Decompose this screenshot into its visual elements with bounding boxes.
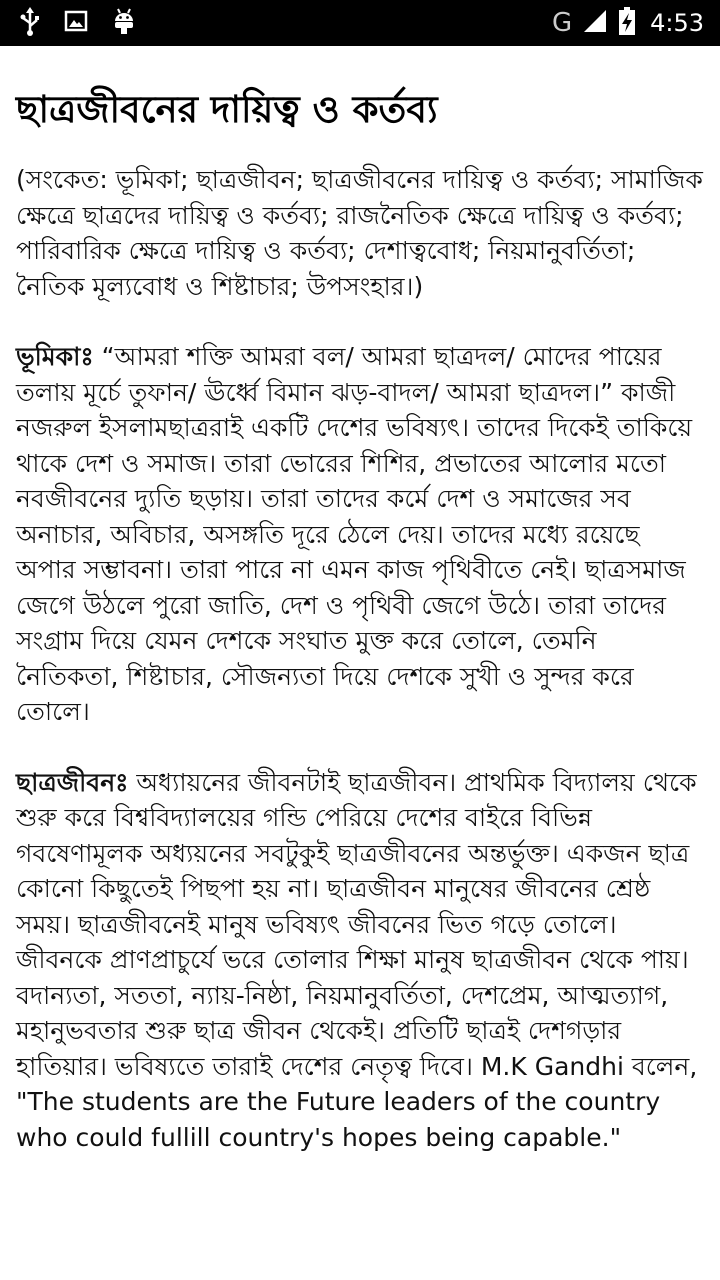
page-title: ছাত্রজীবনের দায়িত্ব ও কর্তব্য (16, 88, 438, 131)
intro-heading: ভূমিকাঃ (16, 342, 94, 371)
intro-paragraph (16, 339, 704, 730)
image-icon (64, 9, 88, 37)
usb-icon (20, 6, 40, 40)
student-life-paragraph (16, 765, 704, 1156)
battery-charging-icon (618, 6, 636, 40)
intro-text: “আমরা শক্তি আমরা বল/ আমরা ছাত্রদল/ মোদের পায়ের তলায় মূর্চে তুফান/ ঊর্ধ্বে বিমান ঝড়-বাদল/ আমরা ছাত্রদল।” কাজী নজরুল ইসলামছাত্ররাই একটি দেশের ভবিষ্যৎ। তাদের দিকেই তাকিয়ে থাকে দেশ ও সমাজ। তারা ভোরের শিশির, প্রভাতের আলোর মতো নবজীবনের দ্যুতি ছড়ায়। তারা তাদের কর্মে দেশ ও সমাজের সব অনাচার, অবিচার, অসঙ্গতি দূরে ঠেলে দেয়। তাদের মধ্যে রয়েছে অপার সম্ভাবনা। তারা পারে না এমন কাজ পৃথিবীতে নেই। ছাত্রসমাজ জেগে উঠলে পুরো জাতি, দেশ ও পৃথিবী জেগে উঠে। তারা তাদের সংগ্রাম দিয়ে যেমন দেশকে সংঘাত মুক্ত করে তোলে, তেমনি নৈতিকতা, শিষ্টাচার, সৌজন্যতা দিয়ে দেশকে সুখী ও সুন্দর করে তোলে। (16, 342, 693, 726)
signal-icon (582, 8, 608, 38)
android-icon (112, 7, 136, 39)
student-life-text: অধ্যায়নের জীবনটাই ছাত্রজীবন। প্রাথমিক বিদ্যালয় থেকে শুরু করে বিশ্ববিদ্যালয়ের গন্ডি পেরিয়ে দেশের বাইরে বিভিন্ন গবষেণামূলক অধ্যয়নের সবটুকুই ছাত্রজীবনের অন্তর্ভুক্ত। একজন ছাত্র কোনো কিছুতেই পিছপা হয় না। ছাত্রজীবন মানুষের জীবনের শ্রেষ্ঠ সময়। ছাত্রজীবনেই মানুষ ভবিষ্যৎ জীবনের ভিত গড়ে তোলে। জীবনকে প্রাণপ্রাচুর্যে ভরে তোলার শিক্ষা মানুষ ছাত্রজীবন থেকে পায়। বদান্যতা, সততা, ন্যায়-নিষ্ঠা, নিয়মানুবর্তিতা, দেশপ্রেম, আত্মত্যাগ, মহানুভবতার শুরু ছাত্র জীবন থেকেই। প্রতিটি ছাত্রই দেশগড়ার হাতিয়ার। ভবিষ্যতে তারাই দেশের নেতৃত্ব দিবে। M.K Gandhi বলেন, "The students are the Future leaders of the country who could fullill country's hopes being capable." (16, 767, 698, 1152)
network-type-label: G (551, 8, 573, 38)
article-content[interactable] (0, 46, 720, 1280)
status-clock: 4:53 (650, 9, 704, 37)
notification-icons (20, 0, 136, 46)
status-bar (0, 0, 720, 46)
student-life-heading: ছাত্রজীবনঃ (16, 767, 129, 797)
system-indicators (552, 0, 704, 46)
hints-paragraph: (সংকেত: ভূমিকা; ছাত্রজীবন; ছাত্রজীবনের দায়িত্ব ও কর্তব্য; সামাজিক ক্ষেত্রে ছাত্রদের দায়িত্ব ও কর্তব্য; রাজনৈতিক ক্ষেত্রে দায়িত্ব ও কর্তব্য; পারিবারিক ক্ষেত্রে দায়িত্ব ও কর্তব্য; দেশাত্ববোধ; নিয়মানুবর্তিতা; নৈতিক মূল্যবোধ ও শিষ্টাচার; উপসংহার।) (16, 165, 703, 301)
